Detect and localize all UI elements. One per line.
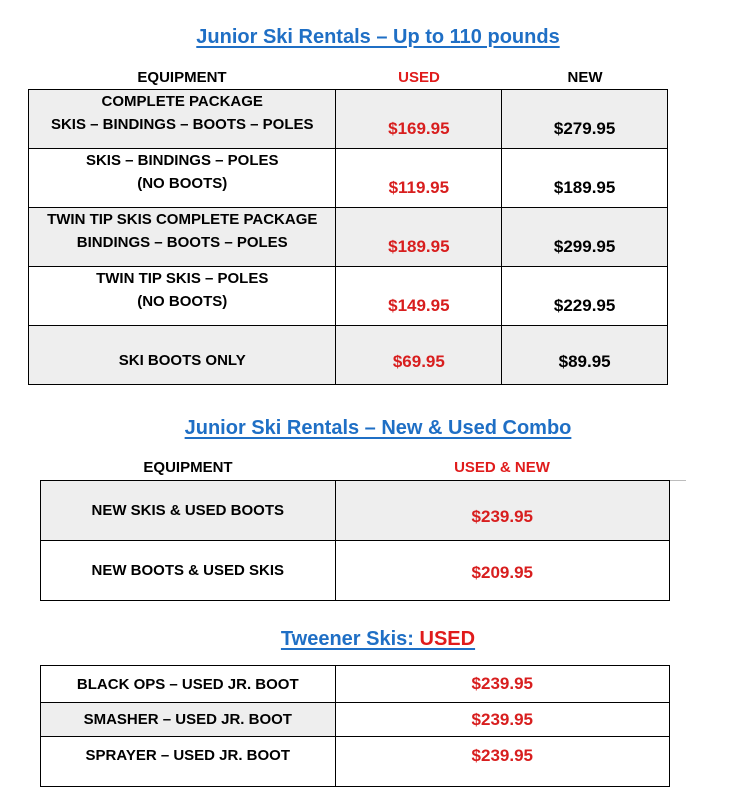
equipment-line1: TWIN TIP SKIS COMPLETE PACKAGE [47,211,318,228]
used-price-cell [336,90,502,149]
combo-price: $209.95 [471,562,533,582]
equipment-label: SMASHER – USED JR. BOOT [83,711,292,728]
equipment-label: NEW BOOTS & USED SKIS [91,562,285,579]
table-row [41,703,670,737]
used-price-cell [336,149,502,208]
tweener-price: $239.95 [471,745,533,765]
combo-price: $239.95 [471,506,533,526]
equipment-cell [41,737,336,787]
tweener-skis-table [40,665,670,787]
equipment-cell [41,481,336,541]
equipment-label: BLACK OPS – USED JR. BOOT [76,675,299,693]
used-price-cell [336,208,502,267]
price-cell [335,737,669,787]
equipment-line2: (NO BOOTS) [137,293,228,310]
new-price-cell [502,267,668,326]
new-price: $229.95 [553,296,616,315]
equipment-line1: SKIS – BINDINGS – POLES [85,152,279,169]
equipment-line2: (NO BOOTS) [137,175,228,192]
equipment-cell [29,267,336,326]
tweener-price: $239.95 [471,709,533,729]
new-price-cell [502,90,668,149]
section2-header-equipment: EQUIPMENT [143,459,233,476]
section2-header-used-new: USED & NEW [454,459,550,476]
table-row [41,737,670,787]
section3-title-suffix: USED [419,628,476,650]
table-row [29,149,668,208]
table-row [41,541,670,601]
used-price: $119.95 [388,178,450,197]
price-cell [335,541,669,601]
new-price-cell [502,326,668,385]
equipment-cell [29,208,336,267]
price-cell [335,666,669,703]
section1-header-new: NEW [567,69,603,86]
table-row [29,208,668,267]
junior-rentals-table [28,89,668,385]
equipment-cell [41,666,336,703]
used-price: $189.95 [388,237,450,256]
used-price-cell [336,267,502,326]
divider-line [668,480,686,481]
table-row [29,326,668,385]
section1-title: Junior Ski Rentals – Up to 110 pounds [196,26,560,48]
combo-rentals-table [40,480,670,601]
table-row [41,666,670,703]
equipment-line2: BINDINGS – BOOTS – POLES [76,234,288,251]
section1-header-equipment: EQUIPMENT [137,69,227,86]
section1-header-used: USED [398,69,440,86]
new-price: $89.95 [558,352,611,371]
section2-title: Junior Ski Rentals – New & Used Combo [184,417,572,439]
new-price: $299.95 [553,237,616,256]
equipment-cell [29,149,336,208]
table-row [41,481,670,541]
used-price: $169.95 [388,119,450,138]
table-row [29,90,668,149]
equipment-line2: SKIS – BINDINGS – BOOTS – POLES [50,116,314,133]
new-price: $189.95 [553,178,616,197]
used-price: $69.95 [392,352,445,371]
equipment-line1: COMPLETE PACKAGE [101,93,263,110]
equipment-cell [29,90,336,149]
used-price-cell [336,326,502,385]
equipment-line1: TWIN TIP SKIS – POLES [96,270,269,287]
section3-title [0,628,729,651]
equipment-cell [29,326,336,385]
section3-title-prefix: Tweener Skis: [280,628,420,650]
price-cell [335,481,669,541]
equipment-label: NEW SKIS & USED BOOTS [91,502,285,519]
equipment-cell [41,703,336,737]
equipment-line1: SKI BOOTS ONLY [118,351,246,369]
table-row [29,267,668,326]
tweener-price: $239.95 [471,674,533,693]
new-price-cell [502,149,668,208]
equipment-cell [41,541,336,601]
price-cell [335,703,669,737]
used-price: $149.95 [388,296,450,315]
equipment-label: SPRAYER – USED JR. BOOT [85,747,291,764]
new-price: $279.95 [553,119,616,138]
new-price-cell [502,208,668,267]
